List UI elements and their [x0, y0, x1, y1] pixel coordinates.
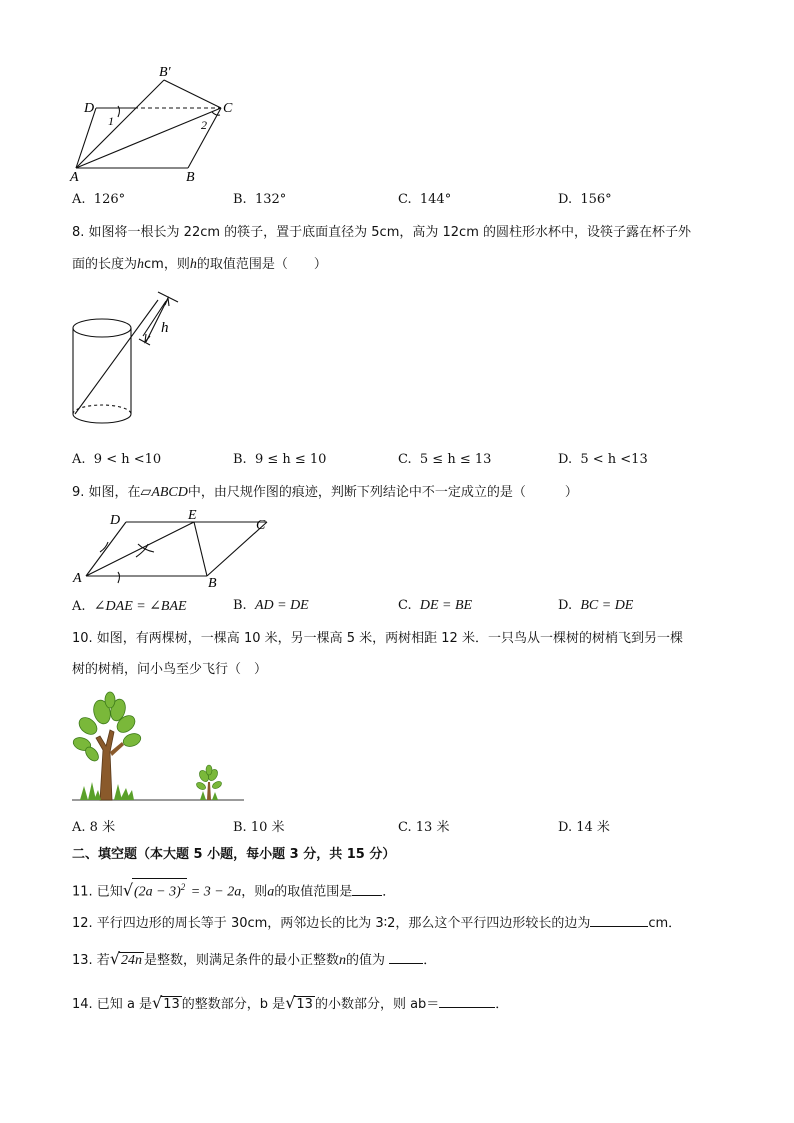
q8-stem-line1: 8. 如图将一根长为 22cm 的筷子，置于底面直径为 5cm，高为 12cm 的圆柱形水杯中，设筷子露在杯子外: [72, 225, 691, 240]
q7-angle-2: 2: [201, 118, 207, 132]
q10-trees-figure: [70, 690, 246, 806]
q10-option-c[interactable]: C. 13 米: [398, 820, 450, 835]
q7-label-a: A: [70, 170, 79, 184]
q7-option-d[interactable]: D. 156°: [558, 192, 612, 207]
q14-answer-blank[interactable]: [439, 995, 495, 1008]
q12-answer-blank[interactable]: [590, 914, 648, 927]
q11: 11. 已知$√(2a - 3)^2 = 3 - 2a$，则a的取值范围是 ．: [72, 878, 395, 902]
q9-option-c[interactable]: C. DE = BE: [398, 598, 473, 613]
q9-option-d[interactable]: D. BC = DE: [558, 598, 634, 613]
q12: 12. 平行四边形的周长等于 30cm，两邻边长的比为 3∶2，那么这个平行四边形较长的边为 cm．: [72, 916, 682, 931]
sqrt-sign-icon: √: [122, 880, 134, 900]
q8-label-h: h: [161, 320, 169, 336]
q7-option-b[interactable]: B. 132°: [233, 192, 287, 207]
q8-option-c[interactable]: C. 5 ≤ h ≤ 13: [398, 452, 492, 467]
q8-option-d[interactable]: D. 5 < h <13: [558, 452, 648, 467]
sqrt-sign-icon: √: [152, 993, 163, 1012]
q7-label-b: B: [186, 170, 195, 184]
q14: 14. 已知 a 是√13 的整数部分，b 是√13 的小数部分，则 ab＝ ．: [72, 993, 509, 1012]
q8-option-b[interactable]: B. 9 ≤ h ≤ 10: [233, 452, 327, 467]
section-2-title: 二、填空题（本大题 5 小题，每小题 3 分，共 15 分）: [72, 847, 396, 862]
q8-figure: [66, 288, 196, 438]
sqrt-sign-icon: √: [109, 949, 121, 968]
q9-label-e: E: [188, 508, 197, 523]
q7-figure: [66, 62, 246, 184]
q9-label-c: C: [256, 518, 266, 533]
q13: 13. 若√24n 是整数，则满足条件的最小正整数n的值为 ．: [72, 949, 437, 968]
q13-answer-blank[interactable]: [389, 951, 423, 964]
q9-option-a[interactable]: A. ∠DAE = ∠BAE: [72, 599, 187, 614]
q10-stem-line2: 树的树梢，问小鸟至少飞行（ ）: [72, 662, 268, 677]
q7-angle-1: 1: [108, 114, 114, 128]
q9-label-d: D: [110, 513, 121, 528]
q10-stem-line1: 10. 如图，有两棵树，一棵高 10 米，另一棵高 5 米，两树相距 12 米．一只鸟从一棵树的树梢飞到另一棵: [72, 631, 683, 646]
q8-stem-line2: 面的长度为hcm，则h的取值范围是（ ）: [72, 257, 327, 272]
q9-figure: [70, 508, 280, 590]
q9-label-a: A: [73, 571, 82, 586]
q9-stem: 9. 如图，在▱ABCD中，由尺规作图的痕迹，判断下列结论中不一定成立的是（ ）: [72, 485, 578, 500]
q10-option-d[interactable]: D. 14 米: [558, 820, 610, 835]
q9-option-b[interactable]: B. AD = DE: [233, 598, 309, 613]
q9-label-b: B: [208, 576, 217, 590]
q10-option-a[interactable]: A. 8 米: [72, 820, 116, 835]
q7-option-a[interactable]: A. 126°: [72, 192, 126, 207]
q7-option-c[interactable]: C. 144°: [398, 192, 452, 207]
q7-label-c: C: [223, 101, 233, 116]
sqrt-sign-icon: √: [285, 993, 296, 1012]
q11-answer-blank[interactable]: [352, 883, 382, 896]
q7-label-d: D: [84, 101, 95, 116]
q8-option-a[interactable]: A. 9 < h <10: [72, 452, 162, 467]
q10-option-b[interactable]: B. 10 米: [233, 820, 285, 835]
q7-label-bprime: B′: [159, 65, 171, 80]
